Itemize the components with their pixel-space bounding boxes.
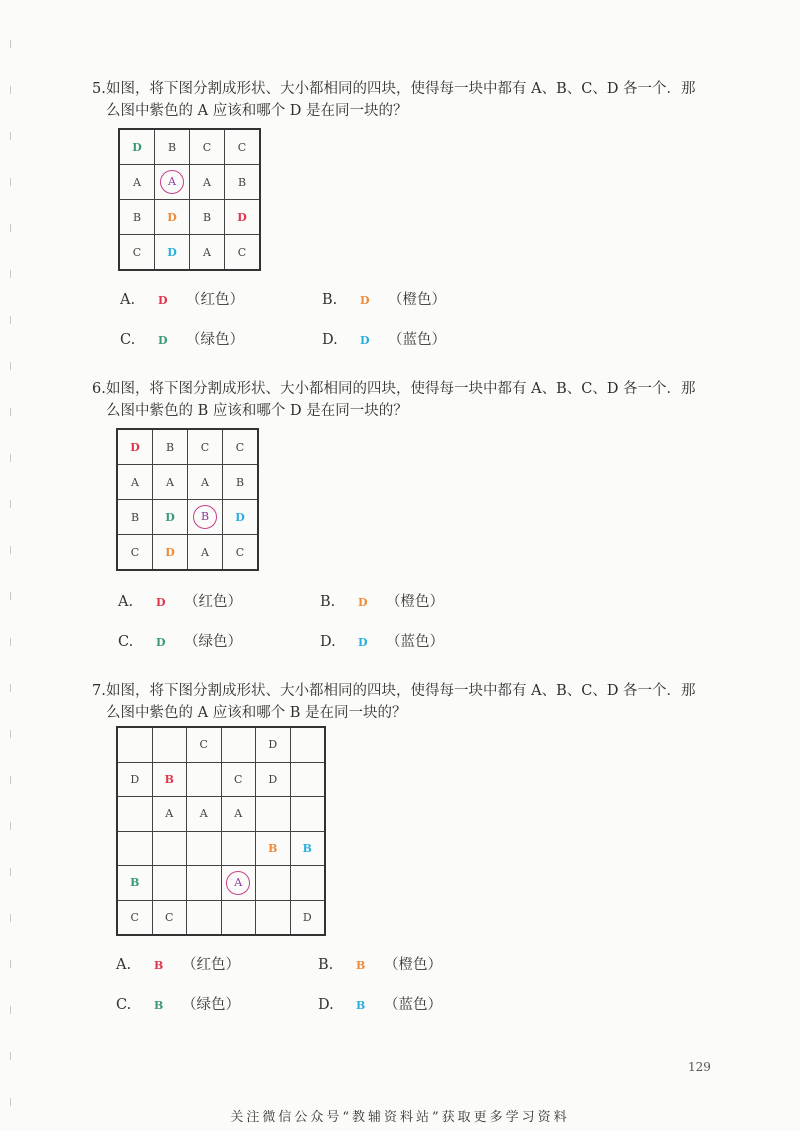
grid-cell xyxy=(187,831,222,866)
grid-row xyxy=(117,535,258,571)
letter: D xyxy=(268,738,278,752)
grid-cell xyxy=(221,900,256,935)
letter: C xyxy=(130,545,140,559)
grid-cell xyxy=(188,500,223,535)
colored-letter-red: D xyxy=(237,210,247,224)
grid-cell xyxy=(290,727,325,762)
colored-letter-red: B xyxy=(164,772,174,786)
grid-cell xyxy=(290,900,325,935)
option-letter: D xyxy=(156,596,166,609)
letter: C xyxy=(130,910,139,924)
grid-cell xyxy=(117,797,152,832)
option-letter: D xyxy=(158,294,168,307)
grid-cell xyxy=(117,429,153,465)
letter: B xyxy=(132,210,142,224)
option-color-name: （绿色） xyxy=(182,997,240,1013)
grid-cell xyxy=(221,831,256,866)
grid-cell xyxy=(155,165,190,200)
option-color-name: （橙色） xyxy=(384,957,442,973)
footer-text: 关注微信公众号“教辅资料站”获取更多学习资料 xyxy=(230,1110,570,1125)
option-letter: D xyxy=(360,294,370,307)
option-letter: D xyxy=(158,334,168,347)
grid-cell xyxy=(256,762,291,797)
letter: A xyxy=(203,245,211,259)
grid-row xyxy=(117,797,325,832)
letter: B xyxy=(167,140,177,154)
question-line1: 如图，将下图分割成形状、大小都相同的四块，使得每一块中都有 A、B、C、D 各一个．那 xyxy=(106,381,696,397)
option-b[interactable] xyxy=(322,288,446,309)
grid-row xyxy=(117,429,258,465)
option-color-name: （绿色） xyxy=(184,634,242,650)
grid-cell xyxy=(153,535,188,571)
grid-cell xyxy=(221,797,256,832)
grid-cell xyxy=(119,235,155,271)
grid-cell xyxy=(290,762,325,797)
grid-cell xyxy=(225,165,261,200)
letter: C xyxy=(165,910,174,924)
option-label: D. xyxy=(318,997,334,1013)
question-line2: 么图中紫色的 A 应该和哪个 D 是在同一块的？ xyxy=(106,103,408,119)
question-number: 6. xyxy=(92,381,106,397)
grid-cell xyxy=(117,866,152,901)
grid-row xyxy=(119,200,260,235)
grid-row xyxy=(117,465,258,500)
option-label: D. xyxy=(322,332,338,348)
letter: B xyxy=(165,440,175,454)
grid-cell xyxy=(256,900,291,935)
letter: C xyxy=(237,245,247,259)
colored-letter-orange: B xyxy=(268,841,278,855)
grid-cell xyxy=(256,727,291,762)
grid-cell xyxy=(223,500,259,535)
letter: C xyxy=(235,440,245,454)
option-d[interactable] xyxy=(320,630,444,651)
grid-cell xyxy=(190,200,225,235)
option-label: B. xyxy=(318,957,334,973)
grid-cell xyxy=(190,129,225,165)
option-letter: B xyxy=(154,959,164,972)
grid-row xyxy=(119,165,260,200)
grid-cell xyxy=(187,727,222,762)
question-7 xyxy=(92,680,732,724)
option-label: A. xyxy=(116,957,132,973)
grid-cell xyxy=(290,797,325,832)
letter: C xyxy=(234,772,243,786)
grid-cell xyxy=(187,866,222,901)
circled-purple-letter: B xyxy=(193,505,217,529)
grid-row xyxy=(117,727,325,762)
grid-cell xyxy=(223,535,259,571)
letter: D xyxy=(268,772,278,786)
letter: B xyxy=(202,210,212,224)
question-line1: 如图，将下图分割成形状、大小都相同的四块，使得每一块中都有 A、B、C、D 各一个．那 xyxy=(106,683,696,699)
question-text xyxy=(92,378,732,400)
grid-cell xyxy=(117,900,152,935)
option-color-name: （蓝色） xyxy=(384,997,442,1013)
letter: A xyxy=(131,475,139,489)
grid-cell xyxy=(221,727,256,762)
grid-cell xyxy=(152,831,187,866)
letter: A xyxy=(165,807,174,821)
grid-row xyxy=(117,762,325,797)
letter: C xyxy=(237,140,247,154)
grid-cell xyxy=(225,235,261,271)
grid-cell xyxy=(153,465,188,500)
question-line2: 么图中紫色的 B 应该和哪个 D 是在同一块的？ xyxy=(106,403,408,419)
grid-cell xyxy=(152,900,187,935)
grid-cell xyxy=(119,129,155,165)
grid-cell xyxy=(225,129,261,165)
option-label: B. xyxy=(320,594,336,610)
question-number: 7. xyxy=(92,683,106,699)
grid-cell xyxy=(117,727,152,762)
option-letter: B xyxy=(154,999,164,1012)
grid-cell xyxy=(117,535,153,571)
letter: D xyxy=(302,910,312,924)
grid-cell xyxy=(155,235,190,271)
grid-cell xyxy=(256,866,291,901)
colored-letter-green: B xyxy=(130,876,140,890)
binding-marks xyxy=(4,0,18,1131)
grid-cell xyxy=(188,535,223,571)
option-color-name: （红色） xyxy=(184,594,242,610)
circled-purple-letter: A xyxy=(226,871,250,895)
grid-cell xyxy=(117,762,152,797)
option-color-name: （橙色） xyxy=(388,292,446,308)
letter: B xyxy=(130,510,140,524)
page-number: 129 xyxy=(688,1060,711,1074)
grid-cell xyxy=(155,129,190,165)
option-label: D. xyxy=(320,634,336,650)
question-6 xyxy=(92,378,732,422)
letter: A xyxy=(133,175,141,189)
grid-cell xyxy=(187,900,222,935)
letter: A xyxy=(166,475,174,489)
option-a[interactable] xyxy=(116,953,240,974)
letter: B xyxy=(237,175,247,189)
option-label: A. xyxy=(120,292,136,308)
option-c[interactable] xyxy=(116,993,240,1014)
colored-letter-red: D xyxy=(130,440,140,454)
option-a[interactable] xyxy=(118,590,242,611)
letter: A xyxy=(203,175,211,189)
grid-cell xyxy=(119,165,155,200)
option-label: A. xyxy=(118,594,134,610)
colored-letter-orange: D xyxy=(165,545,175,559)
option-label: C. xyxy=(118,634,134,650)
option-d[interactable] xyxy=(318,993,442,1014)
question-number: 5. xyxy=(92,81,106,97)
grid-cell xyxy=(117,465,153,500)
grid-row xyxy=(117,831,325,866)
letter: C xyxy=(199,738,208,752)
letter: B xyxy=(235,475,245,489)
grid-cell xyxy=(290,866,325,901)
letter-grid-q5 xyxy=(118,128,261,271)
grid-cell xyxy=(117,500,153,535)
grid-cell xyxy=(153,429,188,465)
grid-cell xyxy=(223,429,259,465)
grid-row xyxy=(119,235,260,271)
option-letter: B xyxy=(356,999,366,1012)
grid-row xyxy=(117,900,325,935)
option-letter: D xyxy=(156,636,166,649)
option-label: B. xyxy=(322,292,338,308)
grid-cell xyxy=(187,762,222,797)
option-color-name: （绿色） xyxy=(186,332,244,348)
option-c[interactable] xyxy=(120,328,244,349)
letter: A xyxy=(199,807,208,821)
option-letter: B xyxy=(356,959,366,972)
question-line1: 如图，将下图分割成形状、大小都相同的四块，使得每一块中都有 A、B、C、D 各一个．那 xyxy=(106,81,696,97)
option-color-name: （蓝色） xyxy=(388,332,446,348)
grid-cell xyxy=(221,762,256,797)
letter: D xyxy=(130,772,140,786)
option-c[interactable] xyxy=(118,630,242,651)
grid-cell xyxy=(152,762,187,797)
letter: C xyxy=(200,440,210,454)
colored-letter-blue: D xyxy=(235,510,245,524)
letter: C xyxy=(202,140,212,154)
grid-cell xyxy=(256,797,291,832)
letter: A xyxy=(201,545,209,559)
grid-cell xyxy=(256,831,291,866)
option-color-name: （橙色） xyxy=(386,594,444,610)
option-letter: D xyxy=(358,596,368,609)
grid-cell xyxy=(153,500,188,535)
option-d[interactable] xyxy=(322,328,446,349)
option-color-name: （红色） xyxy=(186,292,244,308)
grid-cell xyxy=(290,831,325,866)
grid-cell xyxy=(188,465,223,500)
grid-cell xyxy=(152,727,187,762)
grid-row xyxy=(119,129,260,165)
letter-grid-q7 xyxy=(116,726,326,936)
question-text xyxy=(92,78,732,100)
question-5 xyxy=(92,78,732,122)
option-color-name: （蓝色） xyxy=(386,634,444,650)
grid-cell xyxy=(152,797,187,832)
colored-letter-green: D xyxy=(165,510,175,524)
question-line2: 么图中紫色的 A 应该和哪个 B 是在同一块的？ xyxy=(106,705,407,721)
grid-cell xyxy=(188,429,223,465)
colored-letter-blue: B xyxy=(302,841,312,855)
grid-cell xyxy=(155,200,190,235)
grid-cell xyxy=(225,200,261,235)
option-letter: D xyxy=(358,636,368,649)
grid-cell xyxy=(187,797,222,832)
grid-cell xyxy=(221,866,256,901)
grid-cell xyxy=(117,831,152,866)
option-letter: D xyxy=(360,334,370,347)
option-b[interactable] xyxy=(318,953,442,974)
option-label: C. xyxy=(116,997,132,1013)
letter-grid-q6 xyxy=(116,428,259,571)
grid-cell xyxy=(190,165,225,200)
option-b[interactable] xyxy=(320,590,444,611)
letter: A xyxy=(234,807,243,821)
circled-purple-letter: A xyxy=(160,170,184,194)
option-color-name: （红色） xyxy=(182,957,240,973)
grid-row xyxy=(117,866,325,901)
grid-cell xyxy=(190,235,225,271)
grid-row xyxy=(117,500,258,535)
option-label: C. xyxy=(120,332,136,348)
option-a[interactable] xyxy=(120,288,244,309)
letter: C xyxy=(235,545,245,559)
grid-cell xyxy=(119,200,155,235)
colored-letter-blue: D xyxy=(167,245,177,259)
colored-letter-orange: D xyxy=(167,210,177,224)
letter: A xyxy=(201,475,209,489)
letter: C xyxy=(132,245,142,259)
grid-cell xyxy=(152,866,187,901)
grid-cell xyxy=(223,465,259,500)
question-text xyxy=(92,680,732,702)
colored-letter-green: D xyxy=(132,140,142,154)
